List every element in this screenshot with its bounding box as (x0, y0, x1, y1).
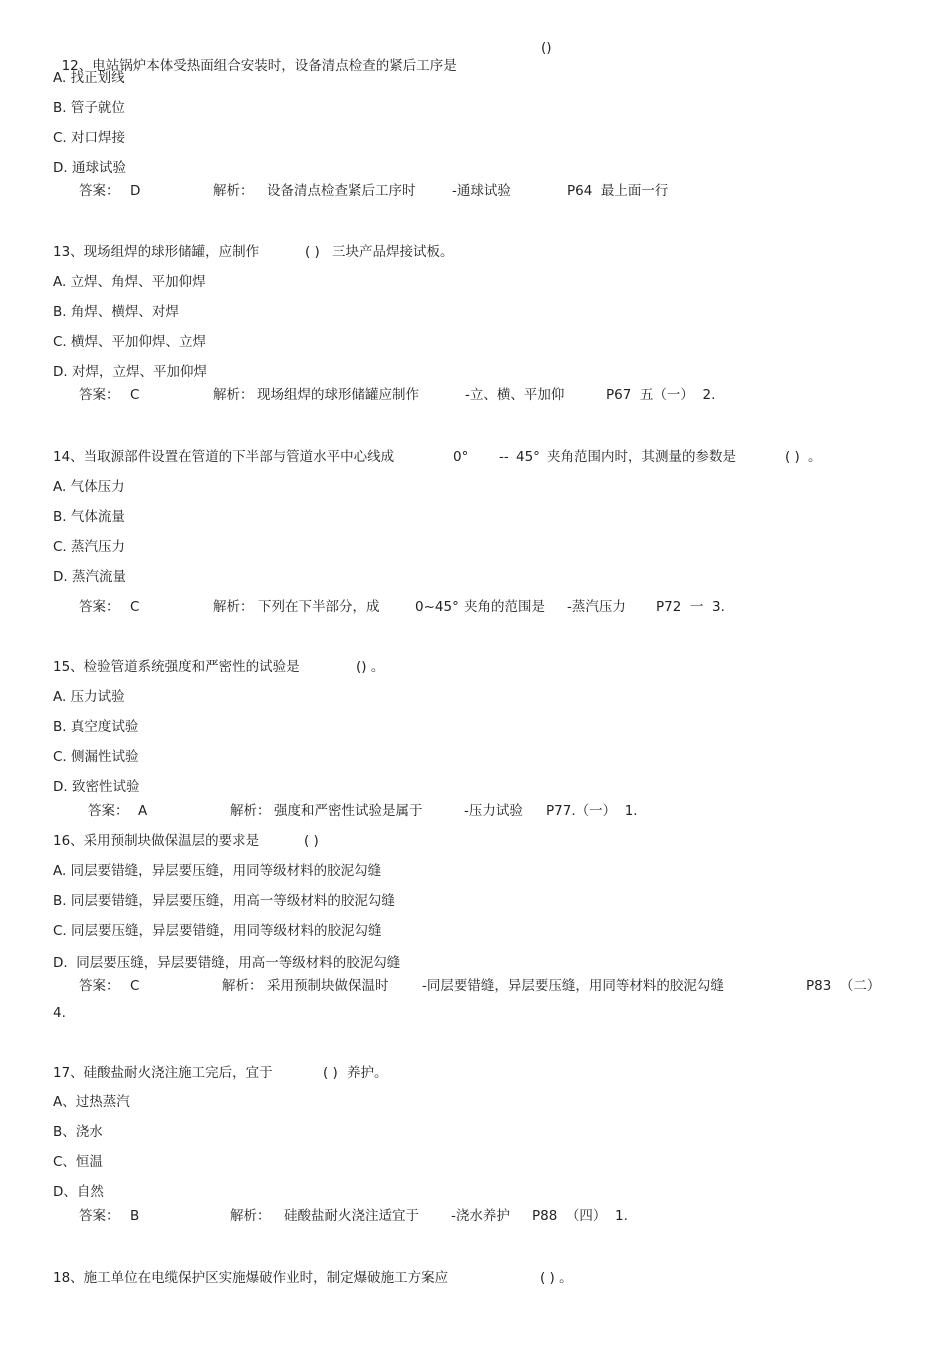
question-17-option-c: C、恒温 (53, 1154, 103, 1170)
question-13-option-b: B. 角焊、横焊、对焊 (53, 304, 179, 320)
question-12-blank: () (541, 40, 552, 56)
question-13-stem-tail: 三块产品焊接试板。 (332, 244, 454, 260)
analysis-label: 解析： (213, 387, 254, 403)
question-12-option-d: D. 通球试验 (53, 160, 126, 176)
analysis-label: 解析： (222, 978, 263, 994)
question-16-option-a: A. 同层要错缝，异层要压缝，用同等级材料的胶泥勾缝 (53, 863, 382, 879)
question-17-stem: 17、硅酸盐耐火浇注施工完后，宜于 (53, 1065, 273, 1081)
question-13-option-d: D. 对焊，立焊、平加仰焊 (53, 364, 207, 380)
analysis-ref: P88 （四） 1. (532, 1208, 628, 1224)
question-12-option-c: C. 对口焊接 (53, 130, 126, 146)
answer-label: 答案： (79, 183, 120, 199)
question-17-option-d: D、自然 (53, 1184, 104, 1200)
answer-value: D (130, 183, 141, 199)
question-15-stem: 15、检验管道系统强度和严密性的试验是 (53, 659, 300, 675)
question-17-option-b: B、浇水 (53, 1124, 103, 1140)
question-13-option-a: A. 立焊、角焊、平加仰焊 (53, 274, 206, 290)
question-18-stem: 18、施工单位在电缆保护区实施爆破作业时，制定爆破施工方案应 (53, 1270, 449, 1286)
question-15-option-b: B. 真空度试验 (53, 719, 139, 735)
analysis-key: -同层要错缝，异层要压缝，用同等材料的胶泥勾缝 (422, 978, 724, 994)
analysis-ref: P83 （二） (806, 978, 881, 994)
question-14-deg45: 45° (516, 449, 540, 465)
question-14-dash: -- (499, 449, 509, 465)
analysis-label: 解析： (213, 599, 254, 615)
answer-label: 答案： (88, 803, 129, 819)
answer-value: C (130, 978, 140, 994)
analysis-key: -通球试验 (452, 183, 511, 199)
question-16-option-d: D. 同层要压缝，异层要错缝，用高一等级材料的胶泥勾缝 (53, 955, 401, 971)
question-15-option-a: A. 压力试验 (53, 689, 125, 705)
question-14-option-d: D. 蒸汽流量 (53, 569, 126, 585)
question-12-option-b: B. 管子就位 (53, 100, 125, 116)
question-15-blank: () 。 (356, 659, 385, 675)
analysis-key: -浇水养护 (451, 1208, 510, 1224)
analysis-text: 设备清点检查紧后工序时 (267, 183, 416, 199)
answer-value: C (130, 599, 140, 615)
analysis-ref: P64 最上面一行 (567, 183, 669, 199)
question-12-option-a: A. 找正划线 (53, 70, 125, 86)
question-16-ref-continuation: 4. (53, 1005, 66, 1021)
analysis-ref: P67 五（一） 2. (606, 387, 716, 403)
question-14-deg0: 0° (453, 449, 469, 465)
answer-label: 答案： (79, 387, 120, 403)
question-17-stem-tail: 养护。 (347, 1065, 388, 1081)
question-14-blank: ( ) (785, 449, 800, 465)
question-12-stem: 12、电站锅炉本体受热面组合安装时，设备清点检查的紧后工序是 (61, 58, 457, 74)
analysis-key: -立、横、平加仰 (465, 387, 565, 403)
analysis-text-2: 夹角的范围是 (464, 599, 545, 615)
question-13-blank: ( ) (305, 244, 320, 260)
answer-value: C (130, 387, 140, 403)
analysis-text: 硅酸盐耐火浇注适宜于 (284, 1208, 419, 1224)
analysis-text: 强度和严密性试验是属于 (274, 803, 423, 819)
answer-label: 答案： (79, 1208, 120, 1224)
question-16-blank: ( ) (304, 833, 319, 849)
analysis-ref: P72 一 3. (656, 599, 725, 615)
analysis-text: 下列在下半部分，成 (258, 599, 380, 615)
analysis-text: 现场组焊的球形储罐应制作 (257, 387, 419, 403)
question-13-option-c: C. 横焊、平加仰焊、立焊 (53, 334, 207, 350)
answer-label: 答案： (79, 599, 120, 615)
question-18-blank: ( ) 。 (540, 1270, 573, 1286)
answer-value: B (130, 1208, 140, 1224)
analysis-label: 解析： (230, 803, 271, 819)
question-14-option-c: C. 蒸汽压力 (53, 539, 126, 555)
question-14-stem-mid: 夹角范围内时，其测量的参数是 (547, 449, 736, 465)
question-15-option-d: D. 致密性试验 (53, 779, 140, 795)
question-15-option-c: C. 侧漏性试验 (53, 749, 139, 765)
analysis-angle: 0~45° (415, 599, 459, 615)
question-16-stem: 16、采用预制块做保温层的要求是 (53, 833, 260, 849)
question-17-blank: ( ) (323, 1065, 338, 1081)
analysis-label: 解析： (230, 1208, 271, 1224)
question-14-stem: 14、当取源部件设置在管道的下半部与管道水平中心线成 (53, 449, 395, 465)
question-14-option-a: A. 气体压力 (53, 479, 125, 495)
question-16-option-b: B. 同层要错缝，异层要压缝，用高一等级材料的胶泥勾缝 (53, 893, 395, 909)
analysis-key: -压力试验 (464, 803, 523, 819)
question-14-option-b: B. 气体流量 (53, 509, 125, 525)
question-14-stem-tail: 。 (808, 449, 822, 465)
analysis-label: 解析： (213, 183, 254, 199)
question-16-option-c: C. 同层要压缝，异层要错缝，用同等级材料的胶泥勾缝 (53, 923, 382, 939)
analysis-text: 采用预制块做保温时 (267, 978, 389, 994)
answer-label: 答案： (79, 978, 120, 994)
analysis-ref: P77.（一） 1. (546, 803, 638, 819)
analysis-key: -蒸汽压力 (567, 599, 626, 615)
answer-value: A (138, 803, 148, 819)
question-13-stem: 13、现场组焊的球形储罐，应制作 (53, 244, 260, 260)
question-17-option-a: A、过热蒸汽 (53, 1094, 130, 1110)
